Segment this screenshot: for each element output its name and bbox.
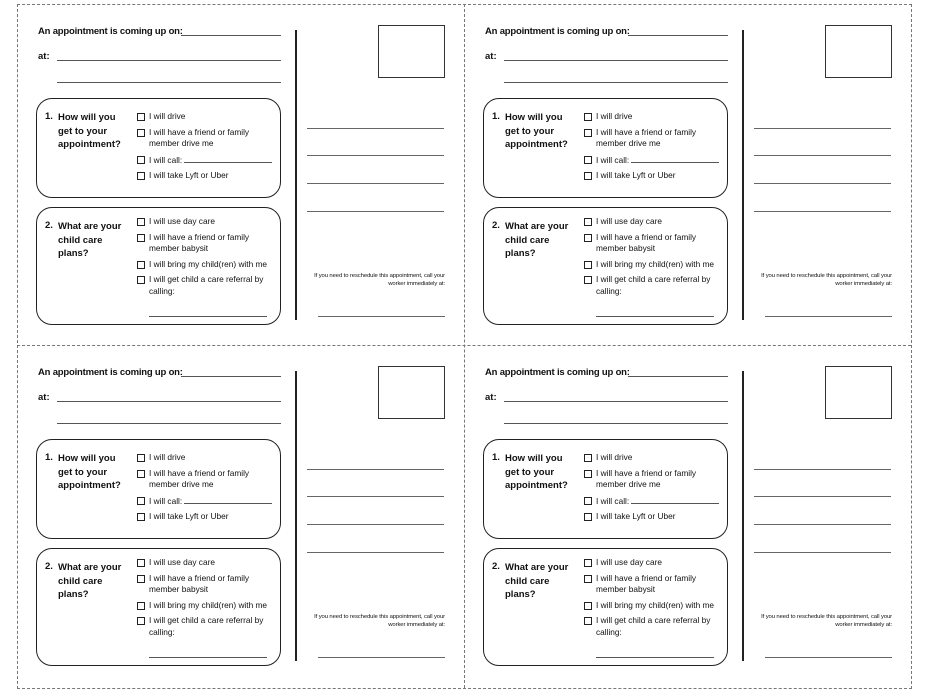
worker-phone-line[interactable] — [318, 316, 445, 317]
checkbox-icon[interactable] — [137, 113, 145, 121]
address-line — [754, 183, 891, 184]
checkbox-icon[interactable] — [584, 234, 592, 242]
location-fill-line — [504, 401, 728, 402]
transport-options — [582, 452, 724, 527]
checkbox-icon[interactable] — [137, 454, 145, 462]
option-label: I will call: — [596, 154, 630, 165]
checkbox-icon[interactable] — [584, 559, 592, 567]
worker-phone-line[interactable] — [765, 657, 892, 658]
stamp-box — [825, 25, 892, 78]
checkbox-icon[interactable] — [137, 513, 145, 521]
call-fill-line[interactable] — [184, 154, 272, 163]
address-line — [754, 552, 891, 553]
option-rideshare[interactable] — [582, 170, 724, 182]
childcare-options — [135, 557, 277, 642]
appointment-title: An appointment is coming up on: — [38, 26, 183, 37]
postcard-sheet — [17, 4, 911, 688]
option-drive[interactable] — [582, 111, 724, 123]
option-call[interactable] — [582, 154, 724, 167]
reschedule-note: If you need to reschedule this appointment, call your worker immediately at: — [314, 614, 445, 628]
option-label: I will get child a care referral by calling: — [149, 615, 264, 637]
appointment-title: An appointment is coming up on: — [38, 367, 183, 378]
question-number: 2. — [492, 561, 500, 572]
option-bring-children[interactable] — [582, 600, 724, 612]
checkbox-icon[interactable] — [137, 156, 145, 164]
question-text: How will you get to your appointment? — [505, 112, 568, 150]
question-text: What are your child care plans? — [505, 562, 569, 600]
option-babysit[interactable] — [135, 232, 277, 255]
address-line — [307, 128, 444, 129]
checkbox-icon[interactable] — [584, 617, 592, 625]
postcard-top-left — [17, 4, 464, 345]
option-label: I will take Lyft or Uber — [149, 170, 229, 180]
checkbox-icon[interactable] — [584, 602, 592, 610]
option-referral[interactable] — [582, 615, 724, 638]
option-label: I will drive — [596, 111, 633, 121]
question-number: 1. — [492, 111, 500, 122]
option-rideshare[interactable] — [135, 170, 277, 182]
location-label: at: — [38, 51, 50, 62]
checkbox-icon[interactable] — [137, 129, 145, 137]
appointment-title: An appointment is coming up on: — [485, 367, 630, 378]
date-fill-line — [181, 35, 281, 36]
option-label: I will get child a care referral by calling: — [596, 615, 711, 637]
question-number: 1. — [45, 452, 53, 463]
checkbox-icon[interactable] — [137, 575, 145, 583]
stamp-box — [378, 25, 445, 78]
checkbox-icon[interactable] — [584, 129, 592, 137]
option-referral[interactable] — [135, 615, 277, 638]
checkbox-icon[interactable] — [584, 470, 592, 478]
option-label: I will take Lyft or Uber — [596, 511, 676, 521]
checkbox-icon[interactable] — [137, 602, 145, 610]
option-day-care[interactable] — [582, 216, 724, 228]
option-day-care[interactable] — [582, 557, 724, 569]
checkbox-icon[interactable] — [137, 218, 145, 226]
option-label: I will take Lyft or Uber — [596, 170, 676, 180]
transport-question-box — [483, 98, 728, 198]
question-number: 2. — [492, 220, 500, 231]
childcare-question-box — [36, 548, 281, 666]
location-fill-line — [504, 60, 728, 61]
address-line — [307, 469, 444, 470]
option-drive[interactable] — [582, 452, 724, 464]
option-label: I will use day care — [149, 557, 215, 567]
card-divider — [742, 371, 744, 661]
option-label: I will have a friend or family member babysit — [596, 231, 697, 253]
address-line — [307, 552, 444, 553]
checkbox-icon[interactable] — [137, 617, 145, 625]
option-label: I will take Lyft or Uber — [149, 511, 229, 521]
option-label: I will use day care — [596, 216, 662, 226]
option-babysit[interactable] — [135, 573, 277, 596]
question-text: What are your child care plans? — [505, 221, 569, 259]
transport-question-box — [483, 439, 728, 539]
question-number: 1. — [45, 111, 53, 122]
question-text: What are your child care plans? — [58, 221, 122, 259]
address-line — [754, 469, 891, 470]
option-babysit[interactable] — [582, 232, 724, 255]
postcard-top-right — [464, 4, 911, 345]
call-fill-line[interactable] — [631, 154, 719, 163]
transport-question-box — [36, 439, 281, 539]
option-label: I will have a friend or family member babysit — [596, 572, 697, 594]
referral-fill-line[interactable] — [149, 316, 267, 317]
option-label: I will drive — [149, 111, 186, 121]
option-label: I will have a friend or family member babysit — [149, 231, 250, 253]
option-rideshare[interactable] — [135, 511, 277, 523]
transport-options — [582, 111, 724, 186]
checkbox-icon[interactable] — [137, 497, 145, 505]
card-front-panel — [17, 345, 295, 686]
option-label: I will have a friend or family member drive me — [149, 467, 250, 489]
address-line — [307, 155, 444, 156]
stamp-box — [378, 366, 445, 419]
option-label: I will use day care — [596, 557, 662, 567]
location-label: at: — [38, 392, 50, 403]
address-line — [307, 211, 444, 212]
option-label: I will have a friend or family member drive me — [596, 467, 697, 489]
question-number: 1. — [492, 452, 500, 463]
question-number: 2. — [45, 220, 53, 231]
question-text: How will you get to your appointment? — [505, 453, 568, 491]
checkbox-icon[interactable] — [137, 559, 145, 567]
option-referral[interactable] — [135, 274, 277, 297]
option-bring-children[interactable] — [582, 259, 724, 271]
option-label: I will bring my child(ren) with me — [149, 258, 268, 269]
location-label: at: — [485, 51, 497, 62]
question-text: How will you get to your appointment? — [58, 112, 121, 150]
childcare-question-box — [483, 548, 728, 666]
appointment-title: An appointment is coming up on: — [485, 26, 630, 37]
childcare-options — [582, 216, 724, 301]
checkbox-icon[interactable] — [584, 113, 592, 121]
option-bring-children[interactable] — [135, 600, 277, 612]
option-call[interactable] — [582, 495, 724, 508]
question-text: How will you get to your appointment? — [58, 453, 121, 491]
option-friend-drive[interactable] — [135, 468, 277, 491]
checkbox-icon[interactable] — [584, 513, 592, 521]
call-fill-line[interactable] — [184, 495, 272, 504]
date-fill-line — [628, 35, 728, 36]
referral-fill-line[interactable] — [596, 316, 714, 317]
location-fill-line-2 — [57, 82, 281, 83]
option-label: I will call: — [596, 495, 630, 506]
childcare-options — [582, 557, 724, 642]
checkbox-icon[interactable] — [137, 276, 145, 284]
option-call[interactable] — [135, 154, 277, 167]
option-label: I will bring my child(ren) with me — [149, 599, 268, 610]
location-fill-line-2 — [57, 423, 281, 424]
option-label: I will have a friend or family member drive me — [596, 126, 697, 148]
location-label: at: — [485, 392, 497, 403]
address-line — [307, 496, 444, 497]
option-label: I will have a friend or family member babysit — [149, 572, 250, 594]
question-text: What are your child care plans? — [58, 562, 122, 600]
transport-question-box — [36, 98, 281, 198]
address-line — [754, 496, 891, 497]
address-line — [754, 155, 891, 156]
childcare-options — [135, 216, 277, 301]
location-fill-line — [57, 401, 281, 402]
referral-fill-line[interactable] — [149, 657, 267, 658]
checkbox-icon[interactable] — [584, 156, 592, 164]
option-label: I will bring my child(ren) with me — [596, 258, 715, 269]
option-call[interactable] — [135, 495, 277, 508]
childcare-question-box — [36, 207, 281, 325]
checkbox-icon[interactable] — [584, 172, 592, 180]
option-label: I will drive — [596, 452, 633, 462]
reschedule-note: If you need to reschedule this appointment, call your worker immediately at: — [761, 273, 892, 287]
reschedule-note: If you need to reschedule this appointment, call your worker immediately at: — [761, 614, 892, 628]
referral-fill-line[interactable] — [596, 657, 714, 658]
address-line — [307, 524, 444, 525]
reschedule-note: If you need to reschedule this appointment, call your worker immediately at: — [314, 273, 445, 287]
option-label: I will drive — [149, 452, 186, 462]
card-divider — [295, 30, 297, 320]
checkbox-icon[interactable] — [137, 172, 145, 180]
postcard-bottom-left — [17, 345, 464, 686]
worker-phone-line[interactable] — [318, 657, 445, 658]
option-label: I will get child a care referral by calling: — [149, 274, 264, 296]
option-friend-drive[interactable] — [135, 127, 277, 150]
option-label: I will use day care — [149, 216, 215, 226]
location-fill-line-2 — [504, 423, 728, 424]
call-fill-line[interactable] — [631, 495, 719, 504]
address-line — [754, 128, 891, 129]
checkbox-icon[interactable] — [584, 497, 592, 505]
worker-phone-line[interactable] — [765, 316, 892, 317]
option-label: I will call: — [149, 154, 183, 165]
checkbox-icon[interactable] — [584, 276, 592, 284]
card-front-panel — [464, 4, 742, 345]
address-line — [307, 183, 444, 184]
location-fill-line-2 — [504, 82, 728, 83]
address-line — [754, 211, 891, 212]
option-bring-children[interactable] — [135, 259, 277, 271]
option-label: I will call: — [149, 495, 183, 506]
card-front-panel — [17, 4, 295, 345]
option-label: I will have a friend or family member drive me — [149, 126, 250, 148]
checkbox-icon[interactable] — [584, 575, 592, 583]
checkbox-icon[interactable] — [584, 261, 592, 269]
option-friend-drive[interactable] — [582, 468, 724, 491]
address-line — [754, 524, 891, 525]
transport-options — [135, 452, 277, 527]
option-referral[interactable] — [582, 274, 724, 297]
option-day-care[interactable] — [135, 557, 277, 569]
option-label: I will get child a care referral by calling: — [596, 274, 711, 296]
date-fill-line — [181, 376, 281, 377]
transport-options — [135, 111, 277, 186]
question-number: 2. — [45, 561, 53, 572]
option-drive[interactable] — [135, 452, 277, 464]
option-drive[interactable] — [135, 111, 277, 123]
checkbox-icon[interactable] — [137, 261, 145, 269]
location-fill-line — [57, 60, 281, 61]
postcard-bottom-right — [464, 345, 911, 686]
option-day-care[interactable] — [135, 216, 277, 228]
option-friend-drive[interactable] — [582, 127, 724, 150]
checkbox-icon[interactable] — [137, 470, 145, 478]
date-fill-line — [628, 376, 728, 377]
card-divider — [295, 371, 297, 661]
option-babysit[interactable] — [582, 573, 724, 596]
card-divider — [742, 30, 744, 320]
stamp-box — [825, 366, 892, 419]
card-front-panel — [464, 345, 742, 686]
childcare-question-box — [483, 207, 728, 325]
option-rideshare[interactable] — [582, 511, 724, 523]
checkbox-icon[interactable] — [584, 218, 592, 226]
checkbox-icon[interactable] — [584, 454, 592, 462]
option-label: I will bring my child(ren) with me — [596, 599, 715, 610]
checkbox-icon[interactable] — [137, 234, 145, 242]
